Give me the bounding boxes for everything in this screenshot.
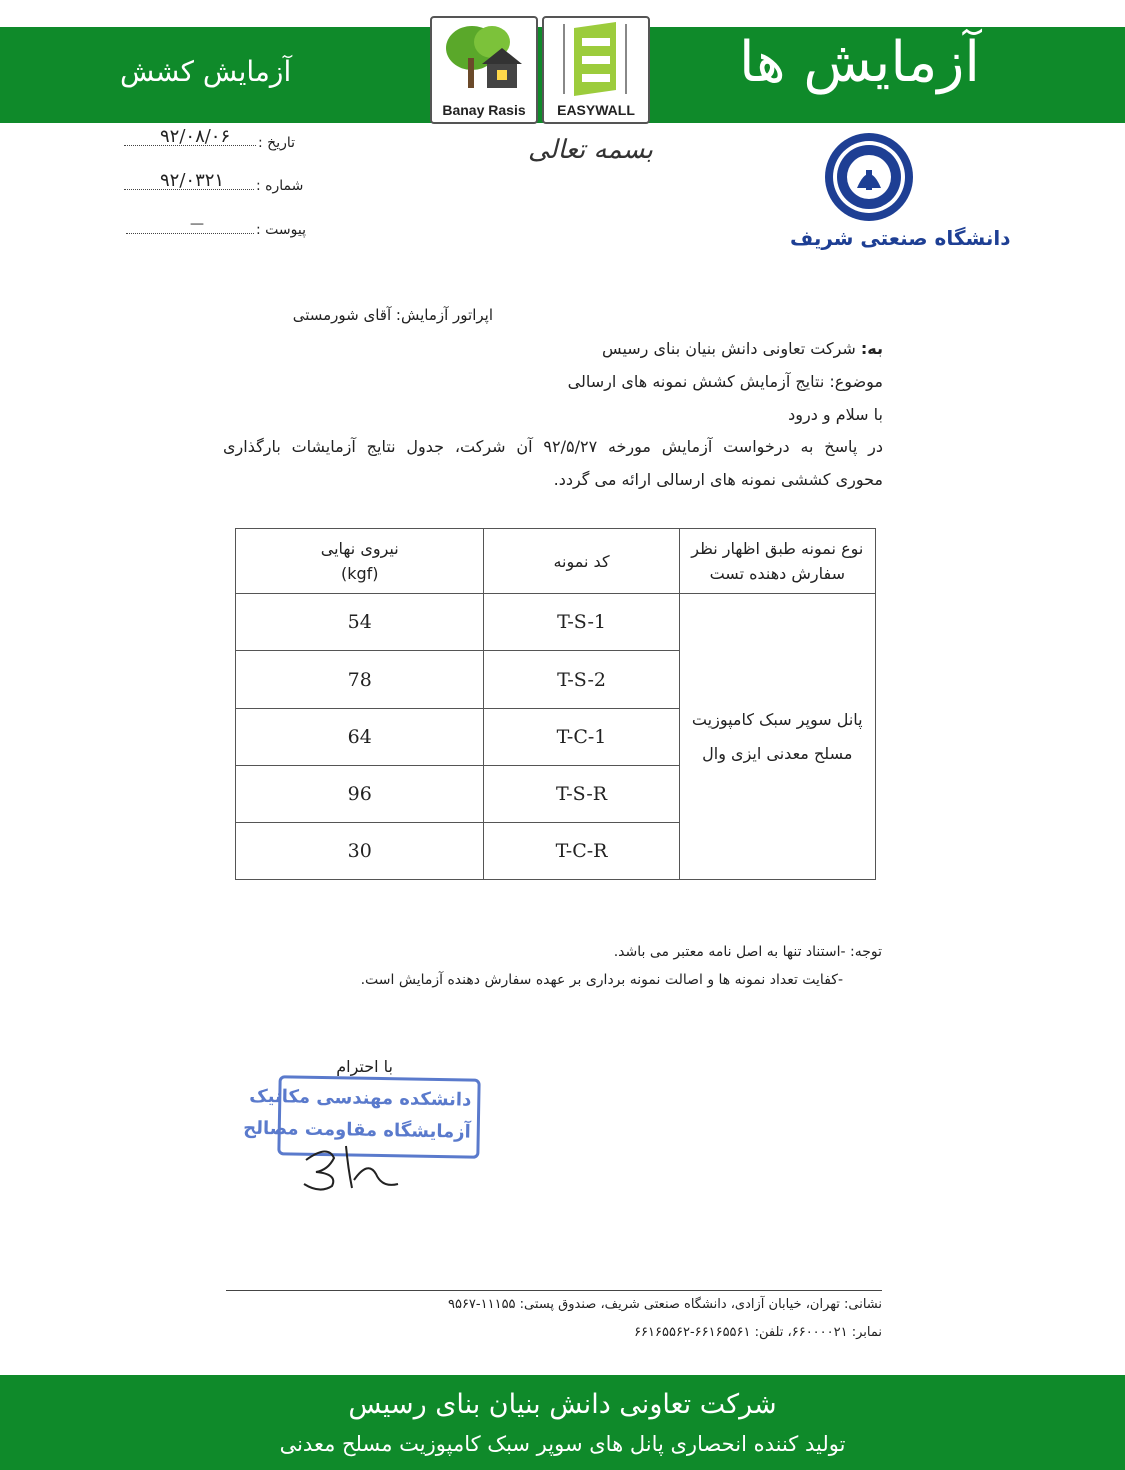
bismillah: بسمه تعالی xyxy=(528,135,653,165)
body-paragraph-line1: در پاسخ به درخواست آزمایش مورخه ۹۲/۵/۲۷ آن شرکت، جدول نتایج آزمایشات بارگذاری xyxy=(223,437,884,456)
results-table xyxy=(235,528,876,880)
easywall-logo xyxy=(542,16,650,124)
header-force: نیروی نهایی (kgf) xyxy=(236,529,484,594)
code-cell: T-S-1 xyxy=(484,594,679,651)
code-cell: T-C-R xyxy=(484,823,679,880)
signature-icon xyxy=(298,1140,408,1196)
note-line2: -کفایت تعداد نمونه ها و اصالت نمونه برداری بر عهده سفارش دهنده آزمایش است. xyxy=(360,972,843,988)
header-sample-type: نوع نمونه طبق اظهار نظر سفارش دهنده تست xyxy=(679,529,875,594)
phone-line: نمابر: ۶۶۰۰۰۰۲۱، تلفن: ۶۶۱۶۵۵۶۱-۶۶۱۶۵۵۶۲ xyxy=(634,1325,882,1340)
force-cell: 64 xyxy=(236,709,484,766)
page-title: آزمایش ها xyxy=(738,30,980,95)
table-header-row xyxy=(236,529,876,594)
number-value: ۹۲/۰۳۲۱ xyxy=(160,170,225,191)
force-cell: 30 xyxy=(236,823,484,880)
footer-divider xyxy=(226,1290,882,1291)
attachment-label: پیوست : xyxy=(256,222,306,238)
note-line1: توجه: -استناد تنها به اصل نامه معتبر می باشد. xyxy=(613,944,882,960)
lab-stamp: دانشکده مهندسی مکانیک آزمایشگاه مقاومت مصالح xyxy=(277,1075,480,1159)
operator-line: اپراتور آزمایش: آقای شورمستی xyxy=(292,306,493,324)
force-cell: 96 xyxy=(236,766,484,823)
code-cell: T-S-2 xyxy=(484,651,679,709)
greeting-line: با سلام و درود xyxy=(788,405,883,424)
force-cell: 78 xyxy=(236,651,484,709)
banay-rasis-logo xyxy=(430,16,538,124)
number-label: شماره : xyxy=(256,178,304,194)
logo-label: Banay Rasis xyxy=(442,102,526,118)
recipient-line: به: شرکت تعاونی دانش بنیان بنای رسیس xyxy=(602,339,883,358)
code-cell: T-S-R xyxy=(484,766,679,823)
tree-house-icon xyxy=(432,18,536,98)
subject-line: موضوع: نتایج آزمایش کشش نمونه های ارسالی xyxy=(567,372,883,391)
header-code: کد نمونه xyxy=(484,529,679,594)
attachment-value: — xyxy=(190,216,205,232)
attachment-line xyxy=(126,232,254,234)
date-value: ۹۲/۰۸/۰۶ xyxy=(160,126,231,147)
sharif-university-seal-icon xyxy=(822,130,916,224)
address-line: نشانی: تهران، خیابان آزادی، دانشگاه صنعتی شریف، صندوق پستی: ۱۱۱۵۵-۹۵۶۷ xyxy=(447,1297,882,1312)
logo-label: EASYWALL xyxy=(557,102,635,118)
university-name: دانشگاه صنعتی شریف xyxy=(790,226,1011,250)
easywall-e-icon xyxy=(544,18,648,98)
force-cell: 54 xyxy=(236,594,484,651)
body-paragraph-line2: محوری کششی نمونه های ارسالی ارائه می گردد. xyxy=(553,470,883,489)
date-label: تاریخ : xyxy=(258,135,296,151)
closing-line: با احترام xyxy=(336,1057,393,1076)
footer-company-name: شرکت تعاونی دانش بنیان بنای رسیس xyxy=(348,1389,777,1420)
code-cell: T-C-1 xyxy=(484,709,679,766)
footer-tagline: تولید کننده انحصاری پانل های سوپر سبک کامپوزیت مسلح معدنی xyxy=(279,1432,846,1456)
page-subtitle: آزمایش کشش xyxy=(120,55,292,88)
table-row xyxy=(236,594,876,651)
sample-type-cell: پانل سوپر سبک کامپوزیت مسلح معدنی ایزی وال xyxy=(679,594,875,880)
